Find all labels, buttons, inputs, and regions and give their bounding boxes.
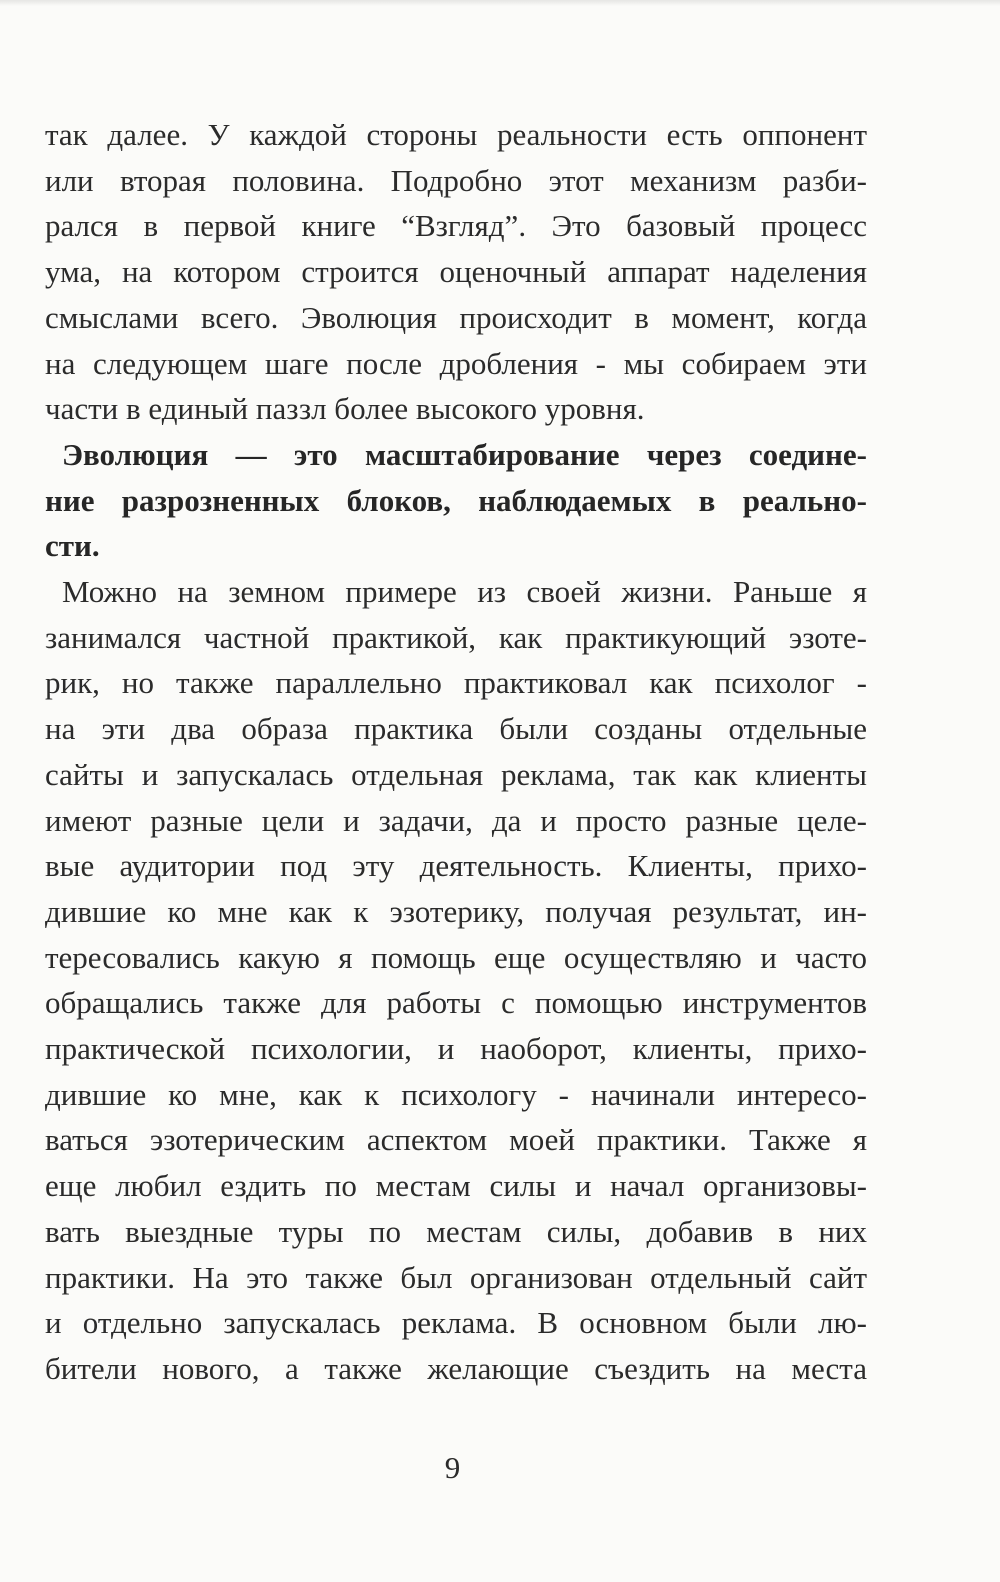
text-line: на следующем шаге после дробления - мы собираем эти [45, 345, 867, 381]
text-line: так далее. У каждой стороны реальности есть оппонент [45, 117, 867, 152]
text-line: Можно на земном примере из своей жизни. Раньше я [62, 574, 867, 610]
paragraph [45, 112, 867, 432]
paragraph [45, 569, 867, 1392]
text-line: практической психологии, и наоборот, клиенты, прихо- [45, 1031, 867, 1067]
text-line: еще любил ездить по местам силы и начал организовы- [45, 1168, 867, 1204]
text-line: практики. На это также был организован отдельный сайт [45, 1259, 867, 1295]
text-line: части в единый паззл более высокого уровня. [45, 391, 645, 427]
text-line: тересовались какую я помощь еще осуществляю и часто [45, 939, 867, 975]
text-line: или вторая половина. Подробно этот механизм разби- [45, 162, 867, 198]
text-line: обращались также для работы с помощью инструментов [45, 985, 867, 1021]
emphasis-paragraph [45, 432, 867, 569]
text-line: занимался частной практикой, как практикующий эзоте- [45, 619, 867, 655]
text-line: рик, но также параллельно практиковал как психолог - [45, 665, 867, 701]
text-line: вые аудитории под эту деятельность. Клиенты, прихо- [45, 848, 867, 884]
text-line: и отдельно запускалась реклама. В основном были лю- [45, 1305, 867, 1341]
text-line: имеют разные цели и задачи, да и просто разные целе- [45, 802, 867, 838]
text-line: Эволюция — это масштабирование через соедине- [62, 436, 867, 472]
text-line: дившие ко мне как к эзотерику, получая результат, ин- [45, 893, 867, 929]
text-line: сайты и запускалась отдельная реклама, так как клиенты [45, 756, 867, 792]
text-line: ваться эзотерическим аспектом моей практики. Также я [45, 1122, 867, 1158]
text-line: на эти два образа практика были созданы отдельные [45, 711, 867, 747]
text-line: рался в первой книге “Взгляд”. Это базовый процесс [45, 208, 867, 244]
text-line: вать выездные туры по местам силы, добавив в них [45, 1213, 867, 1249]
page-body [45, 112, 867, 1392]
text-line: смыслами всего. Эволюция происходит в момент, когда [45, 299, 867, 335]
text-line: бители нового, а также желающие съездить на места [45, 1350, 867, 1386]
page-number: 9 [444, 1450, 461, 1485]
text-line: ума, на котором строится оценочный аппарат наделения [45, 254, 867, 290]
text-line: ние разрозненных блоков, наблюдаемых в реально- [45, 482, 867, 518]
text-line: сти. [45, 528, 100, 564]
text-line: дившие ко мне, как к психологу - начинали интересо- [45, 1076, 867, 1112]
